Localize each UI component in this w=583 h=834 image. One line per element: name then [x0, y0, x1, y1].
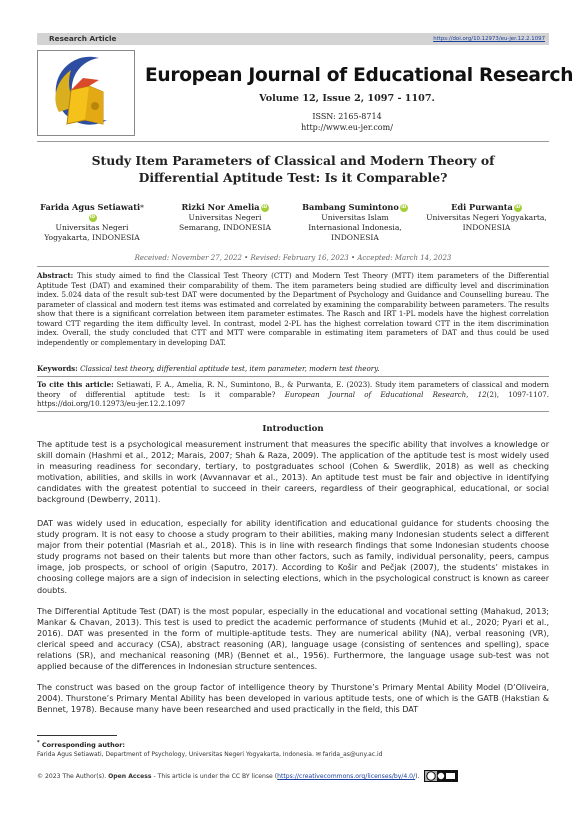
- keywords-label: Keywords:: [37, 364, 78, 373]
- author-name: Bambang Sumintono: [302, 202, 399, 212]
- license-middle: - This article is under the CC BY license (: [151, 773, 278, 780]
- open-access-label: Open Access: [108, 773, 152, 780]
- corresponding-marker: *: [140, 203, 144, 212]
- journal-volume: Volume 12, Issue 2, 1097 - 1107.: [259, 93, 435, 104]
- cite-label: To cite this article:: [37, 380, 114, 389]
- orcid-icon[interactable]: iD: [401, 205, 407, 210]
- doi-link[interactable]: https://doi.org/10.12973/eu-jer.12.2.1097: [433, 36, 545, 42]
- journal-header: [37, 50, 574, 138]
- abstract-text: This study aimed to find the Classical Test Theory (CTT) and Modern Test Theory (MTT) item parameters of the Differential Aptitude Test (DAT) and examined their comparability of them. The item parameters being studied are difficulty level and discrimination index. 5.024 data of the result sub-test DAT were documented by the Department of Psychology and Guidance and Counselling bureau. The parameter of classical and modern test items was estimated and correlated by examining the comparability between parameters. The results show that there is a significant correlation between item parameter estimates. The Rasch and IRT 1-PL models have the highest correlation toward CTT regarding the item difficulty level. In contrast, model 2-PL has the highest correlation toward CTT in the item discrimination index. Overall, the study concluded that CTT and MTT were comparable in estimating item parameters of DAT and thus could be used independently or complementary in developing DAT.: [37, 271, 549, 347]
- license-suffix: ).: [415, 773, 420, 780]
- intro-paragraph-2: DAT was widely used in education, especially for ability identification and educational guidance for students choosing the study program. It is not easy to choose a study program to their abilities, making many Indonesian students select a different major from their potential (Masriah et al., 2018). This is in line with research findings that some Indonesian students choose study programs not based on their talents but more than other factors, such as family, individual personality, peers, campus image, job prospects, or school of origin (Saputro, 2017). According to Košir and Pečjak (2007), the students’ mistakes in choosing college majors are a sign of indecision in selecting elections, which in the psychological construct is known as career doubts.: [37, 518, 549, 595]
- journal-logo: [37, 50, 135, 136]
- intro-paragraph-1: The aptitude test is a psychological measurement instrument that measures the specific ability that involves a knowledge or skill domain (Hashmi et al., 2012; Marais, 2007; Shah & Raza, 2009). The application of the aptitude test is most widely used in measuring readiness for secondary, tertiary, to postgraduates school (Cohen & Swerdlik, 2018) as well as checking motivation, abilities, and skills in work (Avvannavar et al., 2013). An aptitude test must be fair and objective in identifying candidates with the greatest potential to succeed in their careers, regardless of their geographical, educational, or social background (Dewberry, 2011).: [37, 439, 549, 505]
- keywords-text: Classical test theory, differential aptitude test, item parameter, modern test theory.: [80, 364, 380, 373]
- author-3: [300, 202, 410, 243]
- license-prefix: © 2023 The Author(s).: [37, 773, 107, 780]
- intro-paragraph-4: The construct was based on the group factor of intelligence theory by Thurstone’s Primary Mental Ability Model (D’Oliveira, 2004). Thurstone’s Primary Mental Ability has been developed in various aptitude tests, one of which is the GATB (Hakstian & Bennet, 1978). Because many have been researched and used practically in the field, this DAT: [37, 682, 549, 715]
- cite-volume: 12: [477, 389, 487, 399]
- abstract: [37, 271, 549, 347]
- cite-journal: European Journal of Educational Research: [284, 389, 467, 399]
- author-4: [424, 202, 549, 233]
- author-affiliation: Universitas Negeri Semarang, INDONESIA: [179, 213, 271, 232]
- abstract-label: Abstract:: [37, 271, 74, 280]
- journal-issn: ISSN: 2165-8714: [312, 112, 382, 121]
- author-name: Farida Agus Setiawati: [40, 202, 141, 212]
- license-line: [37, 770, 549, 782]
- header-divider: [37, 141, 549, 142]
- cite-authors: Setiawati, F. A., Amelia, R. N., Sumintono, B., & Purwanta, E. (2023). Study item parameters of classical and modern theory of differential aptitude test: Is it comparable?: [37, 380, 549, 399]
- submission-dates: Received: November 27, 2022 • Revised: February 16, 2023 • Accepted: March 14, 2023: [134, 254, 452, 262]
- author-affiliation: Universitas Negeri Yogyakarta, INDONESIA: [44, 223, 140, 242]
- abstract-top-rule: [37, 266, 549, 267]
- footnote-heading: [37, 740, 125, 749]
- author-1: [37, 202, 147, 243]
- journal-url[interactable]: http://www.eu-jer.com/: [301, 123, 393, 132]
- author-name: Edi Purwanta: [451, 202, 513, 212]
- footnote-text: Farida Agus Setiawati, Department of Psychology, Universitas Negeri Yogyakarta, Indonesia. ✉ farida_as@uny.ac.id: [37, 751, 383, 758]
- footnote-heading-text: Corresponding author:: [41, 741, 126, 750]
- cc-by-badge-icon[interactable]: [424, 770, 458, 782]
- intro-paragraph-3: The Differential Aptitude Test (DAT) is the most popular, especially in the educational and vocational setting (Mahakud, 2013; Mankar & Chavan, 2013). This test is used to predict the academic performance of students (Muhid et al., 2020; Pyari et al., 2016). DAT was presented in the form of multiple-aptitude tests. They are numerical ability (NA), verbal reasoning (VR), clerical speed and accuracy (CSA), abstract reasoning (AR), language usage (consisting of sentences and spelling), space relations (SR), and mechanical reasoning (MR) (Bennet et al., 1956). Furthermore, the language usage sub-test was not applied because of the differences in Indonesian structure sentences.: [37, 606, 549, 672]
- footnote-rule: [37, 735, 117, 736]
- author-affiliation: Universitas Negeri Yogyakarta, INDONESIA: [426, 213, 547, 232]
- cite-bottom-rule: [37, 411, 549, 412]
- journal-title: European Journal of Educational Research: [145, 65, 574, 86]
- orcid-icon[interactable]: iD: [515, 205, 521, 210]
- keywords: [37, 364, 549, 373]
- abstract-bottom-rule: [37, 376, 549, 377]
- section-heading-introduction: Introduction: [262, 424, 324, 434]
- cite-issue: (2), 1097-1107. https://doi.org/10.12973/eu-jer.12.2.1097: [37, 389, 549, 408]
- paper-title: Study Item Parameters of Classical and Modern Theory of Differential Aptitude Test: Is it Comparable?: [91, 153, 495, 185]
- license-link[interactable]: https://creativecommons.org/licenses/by/4.0/: [277, 773, 416, 780]
- article-type-label: Research Article: [49, 34, 117, 43]
- footnote-marker: *: [37, 740, 40, 746]
- orcid-icon[interactable]: iD: [261, 205, 268, 210]
- author-name: Rizki Nor Amelia: [181, 202, 260, 212]
- abstract-section: [37, 268, 549, 378]
- orcid-icon[interactable]: iD: [89, 215, 96, 220]
- citation: To cite this article: Setiawati, F. A., Amelia, R. N., Sumintono, B., & Purwanta, E. (2023). Study item parameters of classical and modern theory of differential aptitude test: Is it comparable? European Journal of Educational Research, 12(2), 1097-1107. https://doi.org/10.12973/eu-jer.12.2.1097: [37, 380, 549, 408]
- article-type-bar: [37, 33, 549, 45]
- author-affiliation: Universitas Islam Internasional Indonesia, INDONESIA: [308, 213, 402, 242]
- author-2: [167, 202, 283, 233]
